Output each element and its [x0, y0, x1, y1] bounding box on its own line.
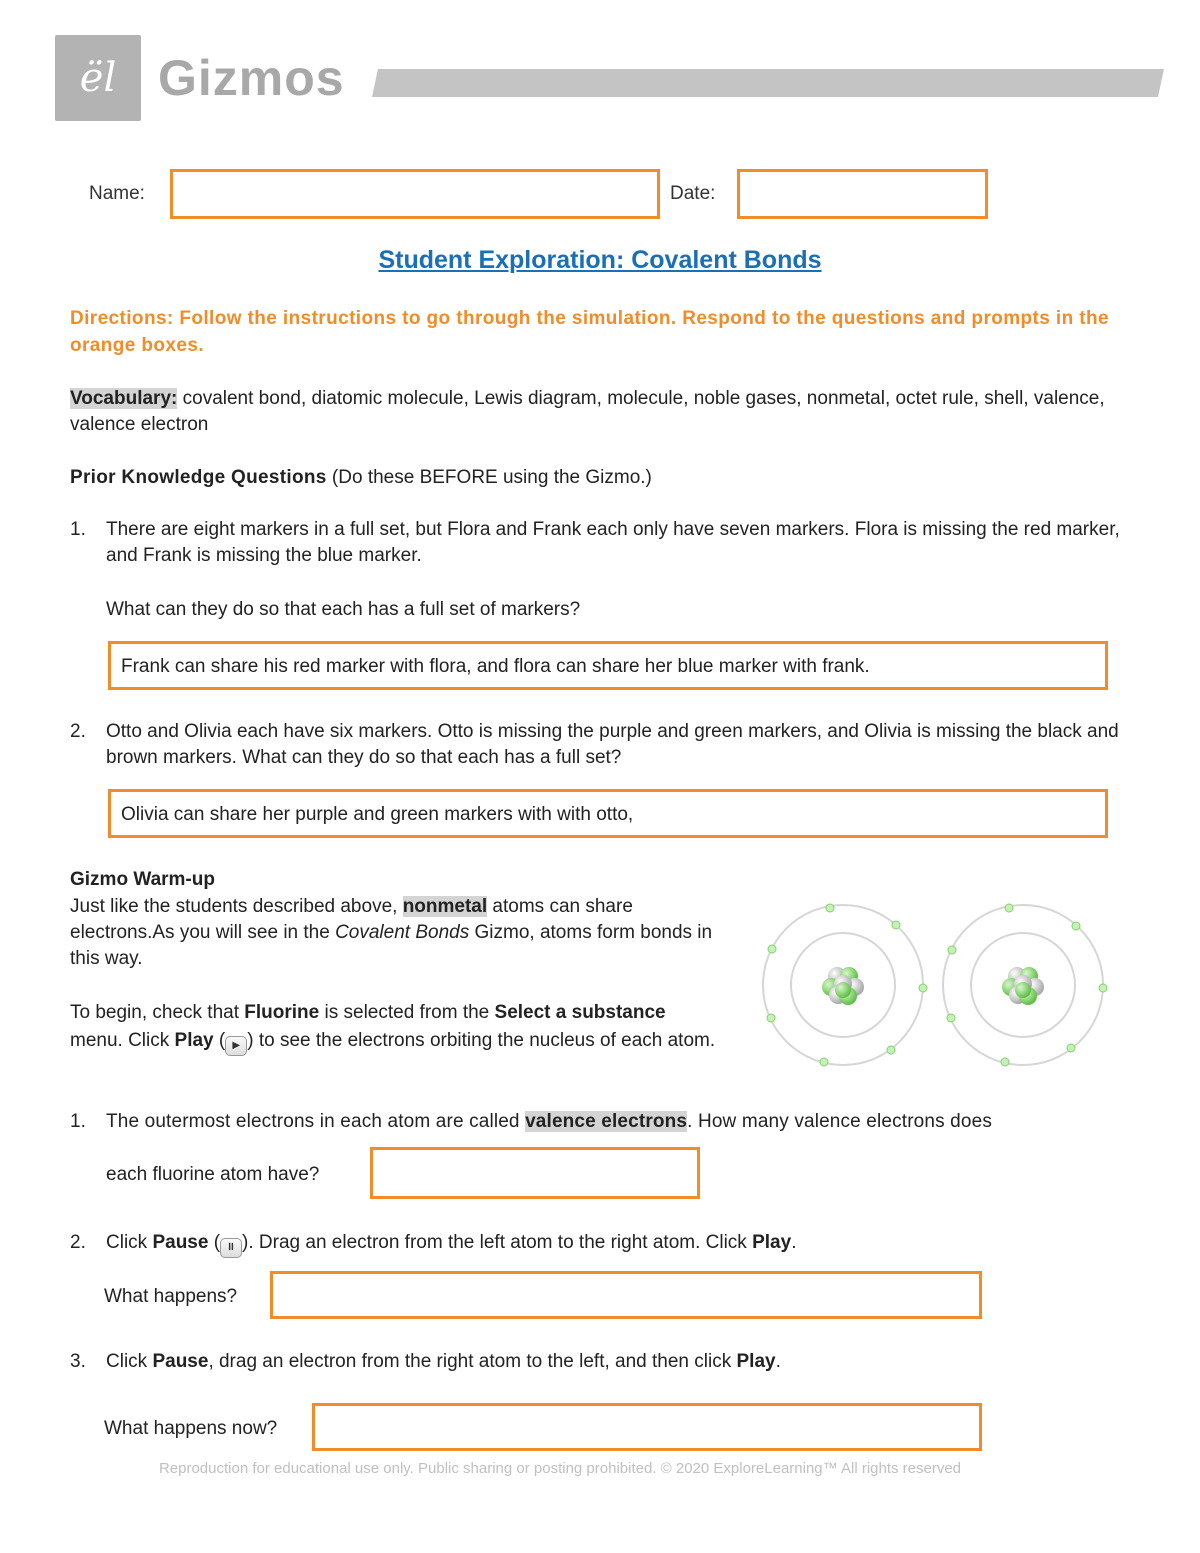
prior-q1-text: There are eight markers in a full set, but Flora and Frank each only have seven markers. Flora is missing the red marker, and Frank is missing the blue marker.	[106, 519, 1120, 566]
warmup-q3-answer-box[interactable]	[312, 1403, 982, 1451]
warmup-q2-text	[106, 1230, 1106, 1258]
warmup-p2-a: To begin, check that	[70, 1002, 245, 1023]
play-icon: ▶	[225, 1036, 247, 1056]
fluorine-term: Fluorine	[244, 1002, 320, 1023]
warmup-q3-e: .	[775, 1351, 781, 1372]
warmup-q1-text	[106, 1109, 1136, 1135]
prior-q1-prompt: What can they do so that each has a full set of markers?	[106, 599, 581, 620]
prior-q2-answer-box[interactable]: Olivia can share her purple and green markers with with otto,	[108, 789, 1108, 838]
right-atom	[943, 904, 1107, 1066]
play-term: Play	[174, 1030, 214, 1051]
logo-glyph: ël	[79, 55, 117, 101]
warmup-q2-c: (	[208, 1232, 221, 1253]
vocabulary-label: Vocabulary:	[70, 388, 178, 409]
left-nucleus	[822, 967, 864, 1005]
pause-icon: II	[220, 1238, 242, 1258]
date-field[interactable]	[737, 169, 988, 219]
valence-electrons-highlight: valence electrons	[525, 1111, 688, 1132]
right-nucleus	[1002, 967, 1044, 1005]
warmup-q2-prompt: What happens?	[104, 1286, 238, 1307]
warmup-q3-prompt: What happens now?	[104, 1418, 278, 1439]
vocabulary-terms: covalent bond, diatomic molecule, Lewis diagram, molecule, noble gases, nonmetal, octet rule, shell, valence, valence electron	[70, 388, 1105, 435]
prior-q2-text: Otto and Olivia each have six markers. Otto is missing the purple and green markers, and Olivia is missing the black and brown markers. What can they do so that each has a full set?	[106, 721, 1119, 768]
header-bar	[372, 69, 1164, 97]
warmup-p1-c: Gizmo, atoms form bonds in this way.	[70, 922, 713, 969]
play-term-q2: Play	[752, 1232, 792, 1253]
warmup-paragraph-1	[70, 894, 720, 972]
warmup-q2-a: Click	[106, 1232, 153, 1253]
warmup-q1-prompt: each fluorine atom have?	[106, 1164, 320, 1185]
prior-q1-number: 1.	[70, 519, 86, 540]
page-title: Student Exploration: Covalent Bonds	[378, 246, 822, 274]
warmup-paragraph-2	[70, 999, 720, 1056]
pause-term-q3: Pause	[152, 1351, 209, 1372]
warmup-p1-a: Just like the students described above,	[70, 896, 403, 917]
warmup-q3-number: 3.	[70, 1351, 86, 1372]
select-substance-term: Select a substance	[494, 1002, 666, 1023]
play-term-q3: Play	[736, 1351, 776, 1372]
warmup-q2-d: ). Drag an electron from the left atom to the right atom. Click	[242, 1232, 753, 1253]
date-label: Date:	[670, 183, 716, 204]
prior-heading-text: Prior Knowledge Questions	[70, 467, 327, 488]
warmup-q2-answer-box[interactable]	[270, 1271, 982, 1319]
directions: Directions: Follow the instructions to go through the simulation. Respond to the questions and prompts in the orange boxes.	[70, 308, 1109, 356]
logo-mark	[55, 35, 141, 121]
prior-heading-note: (Do these BEFORE using the Gizmo.)	[326, 467, 652, 488]
warmup-p1-b: atoms can share electrons.As you will see in the	[70, 896, 633, 943]
name-field[interactable]	[170, 169, 660, 219]
warmup-p2-c: is selected from the	[319, 1002, 495, 1023]
warmup-p2-d: menu. Click	[70, 1030, 175, 1051]
warmup-q1-b: . How many valence electrons does	[687, 1111, 992, 1132]
warmup-q2-f: .	[791, 1232, 797, 1253]
brand-name: Gizmos	[158, 50, 345, 106]
prior-knowledge-heading	[70, 465, 652, 491]
warmup-q1-a: The outermost electrons in each atom are called	[106, 1111, 526, 1132]
vocabulary	[70, 386, 1130, 438]
fluorine-atoms-illustration	[758, 900, 1114, 1070]
pause-term: Pause	[152, 1232, 209, 1253]
warmup-p2-e: (	[213, 1030, 226, 1051]
left-atom	[763, 904, 927, 1066]
footer-copyright: Reproduction for educational use only. Public sharing or posting prohibited. © 2020 ExploreLearning™ All rights reserved	[158, 1460, 962, 1477]
warmup-q3-a: Click	[106, 1351, 153, 1372]
prior-q1-answer-box[interactable]: Frank can share his red marker with flora, and flora can share her blue marker with frank.	[108, 641, 1108, 690]
warmup-q3-c: , drag an electron from the right atom to the left, and then click	[208, 1351, 737, 1372]
warmup-q1-number: 1.	[70, 1111, 86, 1132]
nonmetal-highlight: nonmetal	[402, 896, 488, 917]
gizmo-name: Covalent Bonds	[335, 922, 470, 943]
name-label: Name:	[89, 183, 145, 204]
warmup-q3-text	[106, 1349, 1106, 1375]
prior-q2-number: 2.	[70, 721, 86, 742]
warmup-q2-number: 2.	[70, 1232, 86, 1253]
warmup-q1-answer-box[interactable]	[370, 1147, 700, 1199]
warmup-p2-f: ) to see the electrons orbiting the nucleus of each atom.	[247, 1030, 716, 1051]
warmup-heading: Gizmo Warm-up	[70, 869, 215, 890]
